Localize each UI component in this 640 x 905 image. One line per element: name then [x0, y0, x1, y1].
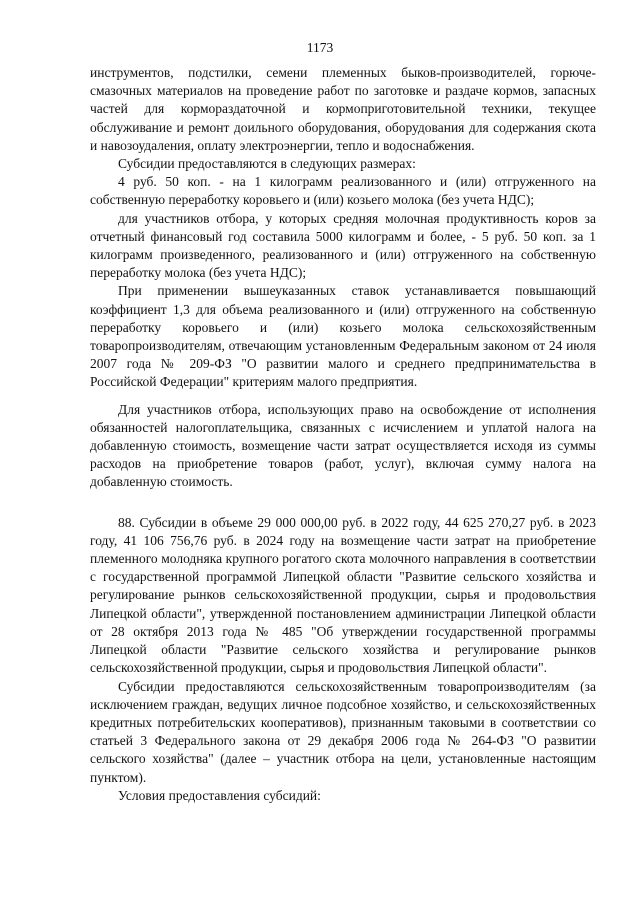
paragraph-coefficient: При применении вышеуказанных ставок устанавливается повышающий коэффициент 1,3 для объема реализованного и (или) отгруженного на собственную переработку коровьего и (или) козьего молока сельскохозяйственным товаропроизводителям, отвечающим установленным Федеральным законом от 24 июля 2007 года № 209-ФЗ "О развитии малого и среднего предпринимательства в Российской Федерации" критериям малого предприятия. [90, 283, 596, 390]
page-number: 1173 [306, 40, 334, 55]
paragraph-rate-high-productivity: для участников отбора, у которых средняя молочная продуктивность коров за отчетный финансовый год составила 5000 килограмм и более, - 5 руб. 50 коп. за 1 килограмм произведенного, реализованного и (или) отгруженного на собственную переработку молока (без учета НДС); [90, 210, 596, 281]
paragraph-conditions-heading: Условия предоставления субсидий: [118, 787, 321, 803]
paragraph-recipients: Субсидии предоставляются сельскохозяйственным товаропроизводителям (за исключением граждан, ведущих личное подсобное хозяйство, и сельскохозяйственных кредитных потребительских кооперативов), признанным таковыми в соответствии со статьей 3 Федерального закона от 29 декабря 2006 года № 264-ФЗ "О развитии сельского хозяйства" (далее – участник отбора на цели, установленные настоящим пунктом). [90, 678, 596, 785]
document-body [90, 64, 596, 805]
paragraph-rate-base: 4 руб. 50 коп. - на 1 килограмм реализованного и (или) отгруженного на собственную переработку коровьего и (или) козьего молока (без учета НДС); [90, 174, 596, 208]
paragraph-section-88: 88. Субсидии в объеме 29 000 000,00 руб. в 2022 году, 44 625 270,27 руб. в 2023 году, 41 106 756,76 руб. в 2024 году на возмещение части затрат на приобретение племенного молодняка крупного рогатого скота молочного направления в соответствии с государственной программой Липецкой области "Развитие сельского хозяйства и регулирование рынков сельскохозяйственной продукции, сырья и продовольствия Липецкой области", утвержденной постановлением администрации Липецкой области от 28 октября 2013 года № 485 "Об утверждении государственной программы Липецкой области "Развитие сельского хозяйства и регулирование рынков сельскохозяйственной продукции, сырья и продовольствия Липецкой области". [90, 514, 596, 676]
paragraph-vat-exemption: Для участников отбора, использующих право на освобождение от исполнения обязанностей налогоплательщика, связанных с исчислением и уплатой налога на добавленную стоимость, возмещение части затрат осуществляется исходя из суммы расходов на приобретение товаров (работ, услуг), включая сумму налога на добавленную стоимость. [90, 401, 596, 490]
paragraph-subsidy-sizes-heading: Субсидии предоставляются в следующих размерах: [118, 156, 416, 172]
paragraph-continuation: инструментов, подстилки, семени племенных быков-производителей, горюче-смазочных материалов на проведение работ по заготовке и раздаче кормов, запасных частей для кормораздаточной и кормоприготовительной техники, текущее обслуживание и ремонт доильного оборудования, оборудования для содержания скота и навозоудаления, оплату электроэнергии, тепло и водоснабжения. [90, 65, 596, 153]
